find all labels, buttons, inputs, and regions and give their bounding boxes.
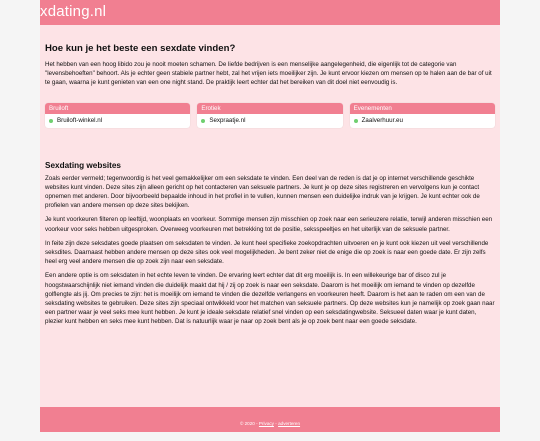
footer-copyright: © 2020 bbox=[239, 421, 255, 426]
card-category: Evenementen bbox=[350, 103, 495, 114]
card-erotiek bbox=[197, 103, 342, 128]
sexdating-section bbox=[45, 161, 495, 327]
card-link-row[interactable] bbox=[350, 114, 495, 128]
card-bruiloft bbox=[45, 103, 190, 128]
partner-cards bbox=[45, 103, 495, 128]
site-header bbox=[40, 0, 500, 25]
card-link-row[interactable] bbox=[45, 114, 190, 128]
card-category: Bruiloft bbox=[45, 103, 190, 114]
footer-privacy-link[interactable]: Privacy bbox=[258, 421, 274, 426]
main-content bbox=[40, 43, 500, 327]
footer-adverteren-link[interactable]: adverteren bbox=[278, 421, 301, 426]
site-logo[interactable]: xdating.nl bbox=[40, 3, 107, 20]
section-paragraph: Een andere optie is om seksdaten in het echte leven te vinden. De ervaring leert echter dat dit erg moeilijk is. In een willekeurige bar of disco zul je hoogstwaarschijnlijk niet iemand vinden die duidelijk maakt dat hij / zij op zoek is naar een seksdate. Daarom is het moeilijk om iemand te vinden op dezelfde golflengte als jij. Om precies te zijn: het is moeilijk om iemand te vinden die dezelfde verlangens en voorkeuren heeft. Daarom is het aan te raden om een van de seksdating websites te gebruiken. Deze sites zijn speciaal ontwikkeld voor het matchen van seksuele partners. Op deze websites kun je namelijk op zoek gaan naar een partner waar je veel seks mee kunt hebben. Je kunt je ideale seksdate relatief snel vinden op een seksdatingwebsite. Seksueel daten waar je kunt daten, plezier kunt hebben en seks mee kunt hebben. Dat is natuurlijk waar je naar op zoek bent als je op zoek bent naar een goede seksdate. bbox=[45, 272, 495, 326]
intro-paragraph: Het hebben van een hoog libido zou je nooit moeten schamen. De liefde bedrijven is een menselijke aangelegenheid, die eigenlijk tot de categorie van "levensbehoeften" behoort. Als je echter geen stabiele partner hebt, zal het vrijen iets moeilijker zijn. Je kunt ervoor kiezen om mensen op te halen aan de bar of uit te gaan, waarna je kunt genieten van een one night stand. De praktijk leert echter dat het bereiken van dit doel niet eenvoudig is. bbox=[45, 61, 492, 87]
site-footer bbox=[40, 407, 500, 432]
footer-separator: - bbox=[254, 421, 259, 426]
footer-separator: - bbox=[273, 421, 279, 426]
section-heading: Sexdating websites bbox=[45, 160, 121, 170]
card-category: Erotiek bbox=[197, 103, 342, 114]
green-dot-icon bbox=[354, 119, 358, 123]
card-link[interactable]: Zaalverhuur.eu bbox=[361, 116, 403, 124]
card-link[interactable]: Sexpraatje.nl bbox=[209, 116, 246, 124]
card-link[interactable]: Bruiloft-winkel.nl bbox=[57, 116, 103, 124]
card-link-row[interactable] bbox=[197, 114, 342, 128]
green-dot-icon bbox=[201, 119, 205, 123]
page bbox=[40, 0, 500, 432]
section-paragraph: Zoals eerder vermeld; tegenwoordig is het veel gemakkelijker om een seksdate te vinden. Een deel van de reden is dat je op internet verschillende geschikte websites kunt vinden. Deze sites zijn alleen gericht op het contacteren van seksuele partners. Je kunt je op deze sites registreren en vervolgens kun je contact opnemen met anderen. Door bijvoorbeeld bepaalde inhoud in het profiel in te vullen, kunnen mensen een duidelijke indruk van je krijgen. Je kunt echter ook de profielen van andere mensen op deze sites bekijken. bbox=[45, 174, 480, 210]
section-paragraph: In feite zijn deze seksdates goede plaatsen om seksdaten te vinden. Je kunt heel specifieke zoekopdrachten uitvoeren en je kunt ook kiezen uit veel verschillende seksdites. Daarnaast hebben andere mensen op deze sites ook veel mogelijkheden. Je bent zeker niet de enige die op zoek is naar een goede date. Er zijn zelfs heel erg veel andere mensen die op zoek zijn naar een seksdate. bbox=[45, 239, 489, 266]
section-paragraph: Je kunt voorkeuren filteren op leeftijd, woonplaats en voorkeur. Sommige mensen zijn misschien op zoek naar een serieuzere relatie, terwijl anderen misschien een voorkeur voor seks hebben uitgesproken. Overweeg voorkeuren met betrekking tot de positie, seksspeeltjes en het uiterlijk van de seksuele partner. bbox=[45, 216, 493, 233]
green-dot-icon bbox=[49, 119, 53, 123]
card-evenementen bbox=[350, 103, 495, 128]
intro-heading: Hoe kun je het beste een sexdate vinden? bbox=[45, 43, 236, 54]
